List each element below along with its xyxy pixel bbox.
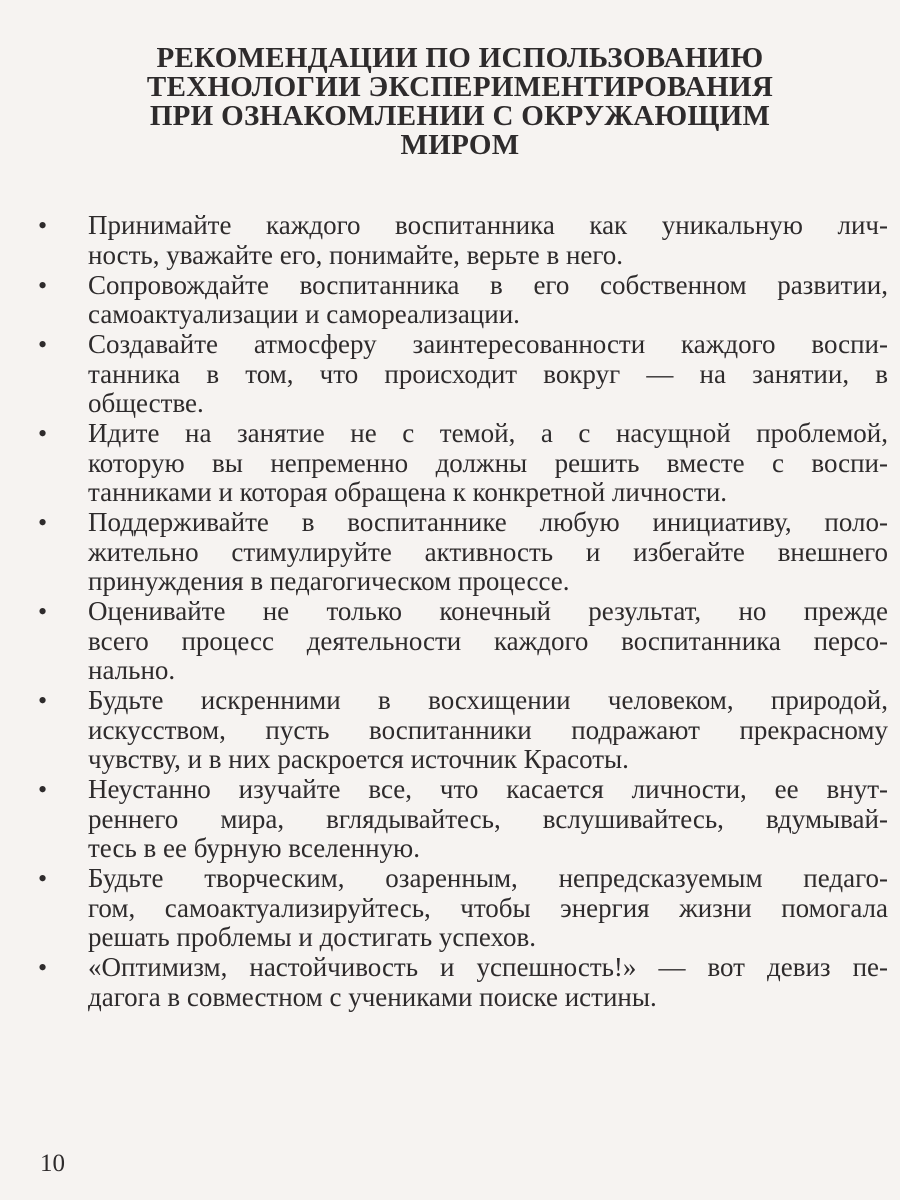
- list-item: [0, 775, 900, 864]
- title-line: ТЕХНОЛОГИИ ЭКСПЕРИМЕНТИРОВАНИЯ: [146, 71, 774, 103]
- bullet-icon: •: [38, 211, 48, 240]
- bullet-icon: •: [38, 330, 48, 359]
- list-item-line: Поддерживайте в воспитаннике любую инициативу, поло-: [88, 507, 888, 537]
- list-item-line: Будьте творческим, озаренным, непредсказуемым педаго-: [88, 863, 888, 893]
- list-item-line: обществе.: [88, 388, 204, 418]
- recommendations-list: [0, 211, 900, 1013]
- list-item-line: Идите на занятие не с темой, а с насущной проблемой,: [88, 418, 888, 448]
- list-item-line: гом, самоактуализируйтесь, чтобы энергия жизни помогала: [88, 892, 888, 923]
- list-item-line: Неустанно изучайте все, что касается личности, ее внут-: [88, 774, 888, 804]
- list-item-line: всего процесс деятельности каждого воспитанника персо-: [88, 625, 888, 656]
- bullet-icon: •: [38, 686, 48, 715]
- list-item-line: дагога в совместном с учениками поиске истины.: [88, 981, 657, 1012]
- list-item-line: принуждения в педагогическом процессе.: [88, 566, 570, 596]
- list-item-line: танника в том, что происходит вокруг — на занятии, в: [88, 358, 888, 389]
- list-item-line: Сопровождайте воспитанника в его собственном развитии,: [88, 269, 888, 300]
- list-item: [0, 419, 900, 508]
- bullet-icon: •: [38, 270, 48, 300]
- list-item-line: решать проблемы и достигать успехов.: [88, 922, 536, 952]
- title-line: ПРИ ОЗНАКОМЛЕНИИ С ОКРУЖАЮЩИМ: [149, 100, 771, 132]
- list-item-line: жительно стимулируйте активность и избегайте внешнего: [88, 536, 888, 567]
- list-item-line: Принимайте каждого воспитанника как уникальную лич-: [88, 210, 888, 240]
- list-item: [0, 271, 900, 330]
- list-item: [0, 330, 900, 419]
- list-item-line: «Оптимизм, настойчивость и успешность!» — вот девиз пе-: [88, 952, 888, 982]
- list-item-line: чувству, и в них раскроется источник Красоты.: [88, 744, 629, 774]
- title-line: МИРОМ: [400, 129, 520, 161]
- page-title: [60, 44, 860, 160]
- list-item: [0, 953, 900, 1012]
- list-item-line: нально.: [88, 655, 176, 685]
- list-item: [0, 864, 900, 953]
- list-item-line: Будьте искренними в восхищении человеком, природой,: [88, 685, 888, 715]
- list-item-line: искусством, пусть воспитанники подражают прекрасному: [88, 714, 888, 745]
- list-item-line: самоактуализации и самореализации.: [88, 299, 520, 329]
- bullet-icon: •: [38, 775, 48, 804]
- title-line: РЕКОМЕНДАЦИИ ПО ИСПОЛЬЗОВАНИЮ: [156, 42, 764, 74]
- list-item: [0, 508, 900, 597]
- list-item-line: танниками и которая обращена к конкретной личности.: [88, 477, 728, 507]
- list-item-line: реннего мира, вглядывайтесь, вслушивайтесь, вдумывай-: [88, 803, 888, 834]
- list-item-line: тесь в ее бурную вселенную.: [88, 833, 420, 863]
- bullet-icon: •: [38, 597, 48, 626]
- list-item-line: Создавайте атмосферу заинтересованности каждого воспи-: [88, 329, 888, 359]
- list-item-line: которую вы непременно должны решить вместе с воспи-: [88, 447, 888, 478]
- list-item-line: ность, уважайте его, понимайте, верьте в него.: [88, 239, 624, 270]
- list-item-line: Оценивайте не только конечный результат, но прежде: [88, 596, 888, 626]
- bullet-icon: •: [38, 864, 48, 893]
- page-number: 10: [40, 1150, 65, 1177]
- list-item: [0, 597, 900, 686]
- bullet-icon: •: [38, 508, 48, 537]
- list-item: [0, 686, 900, 775]
- bullet-icon: •: [38, 953, 48, 982]
- list-item: [0, 211, 900, 270]
- bullet-icon: •: [38, 419, 48, 448]
